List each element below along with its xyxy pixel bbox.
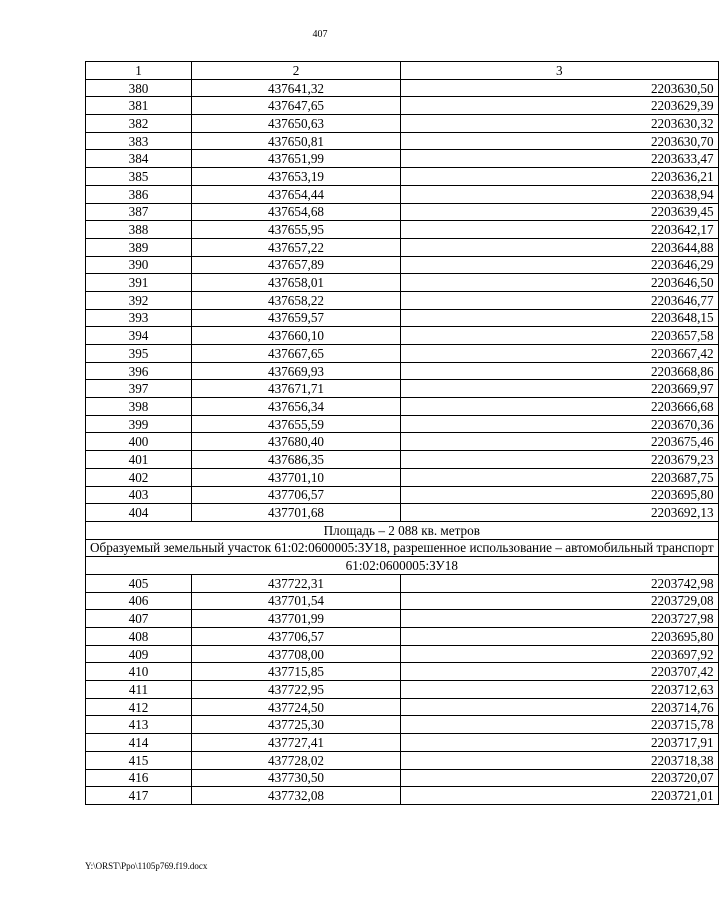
table-row: [86, 327, 719, 345]
point-number: 417: [86, 787, 192, 805]
table-row: [86, 628, 719, 646]
coord-x: 437647,65: [192, 97, 401, 115]
coord-y: 2203666,68: [401, 398, 719, 416]
coord-x: 437658,01: [192, 274, 401, 292]
coord-y: 2203675,46: [401, 433, 719, 451]
table-row: [86, 345, 719, 363]
point-number: 405: [86, 574, 192, 592]
coord-y: 2203714,76: [401, 698, 719, 716]
coord-y: 2203667,42: [401, 345, 719, 363]
coord-y: 2203642,17: [401, 221, 719, 239]
point-number: 407: [86, 610, 192, 628]
table-row: [86, 698, 719, 716]
coord-x: 437722,95: [192, 681, 401, 699]
table-row: [86, 132, 719, 150]
coord-x: 437660,10: [192, 327, 401, 345]
point-number: 412: [86, 698, 192, 716]
area-row: [86, 521, 719, 539]
coord-x: 437706,57: [192, 628, 401, 646]
coord-y: 2203717,91: [401, 734, 719, 752]
coord-x: 437655,95: [192, 221, 401, 239]
coord-y: 2203721,01: [401, 787, 719, 805]
coord-y: 2203633,47: [401, 150, 719, 168]
table-row: [86, 168, 719, 186]
point-number: 410: [86, 663, 192, 681]
point-number: 384: [86, 150, 192, 168]
point-number: 393: [86, 309, 192, 327]
coord-y: 2203646,50: [401, 274, 719, 292]
table-row: [86, 256, 719, 274]
coord-x: 437659,57: [192, 309, 401, 327]
table-row: [86, 221, 719, 239]
point-number: 400: [86, 433, 192, 451]
coord-y: 2203646,77: [401, 291, 719, 309]
plot-id: 61:02:0600005:ЗУ18: [86, 557, 719, 575]
area-line: Площадь – 2 088 кв. метров: [86, 521, 719, 539]
table-row: [86, 433, 719, 451]
coord-x: 437686,35: [192, 451, 401, 469]
table-row: [86, 291, 719, 309]
coord-y: 2203636,21: [401, 168, 719, 186]
table-row: [86, 415, 719, 433]
point-number: 380: [86, 79, 192, 97]
point-number: 383: [86, 132, 192, 150]
coord-y: 2203697,92: [401, 645, 719, 663]
coord-x: 437727,41: [192, 734, 401, 752]
coord-y: 2203638,94: [401, 185, 719, 203]
coord-y: 2203629,39: [401, 97, 719, 115]
table-row: [86, 486, 719, 504]
plot-description-row: [86, 539, 719, 557]
coord-y: 2203646,29: [401, 256, 719, 274]
point-number: 387: [86, 203, 192, 221]
coordinates-table: [85, 61, 719, 805]
table-row: [86, 681, 719, 699]
coord-x: 437671,71: [192, 380, 401, 398]
point-number: 416: [86, 769, 192, 787]
point-number: 398: [86, 398, 192, 416]
coord-y: 2203695,80: [401, 486, 719, 504]
coord-x: 437701,68: [192, 504, 401, 522]
point-number: 413: [86, 716, 192, 734]
point-number: 414: [86, 734, 192, 752]
table-row: [86, 451, 719, 469]
coord-y: 2203670,36: [401, 415, 719, 433]
point-number: 392: [86, 291, 192, 309]
table-row: [86, 610, 719, 628]
coord-y: 2203630,70: [401, 132, 719, 150]
coord-x: 437657,22: [192, 238, 401, 256]
point-number: 385: [86, 168, 192, 186]
coord-y: 2203648,15: [401, 309, 719, 327]
coord-x: 437651,99: [192, 150, 401, 168]
table-row: [86, 504, 719, 522]
table-row: [86, 380, 719, 398]
coord-x: 437708,00: [192, 645, 401, 663]
coord-y: 2203712,63: [401, 681, 719, 699]
coord-y: 2203692,13: [401, 504, 719, 522]
point-number: 399: [86, 415, 192, 433]
point-number: 386: [86, 185, 192, 203]
table-row: [86, 203, 719, 221]
table-row: [86, 362, 719, 380]
point-number: 411: [86, 681, 192, 699]
point-number: 401: [86, 451, 192, 469]
coord-y: 2203668,86: [401, 362, 719, 380]
point-number: 402: [86, 468, 192, 486]
coord-x: 437722,31: [192, 574, 401, 592]
coord-x: 437730,50: [192, 769, 401, 787]
table-row: [86, 79, 719, 97]
coord-x: 437725,30: [192, 716, 401, 734]
coord-x: 437667,65: [192, 345, 401, 363]
coord-x: 437669,93: [192, 362, 401, 380]
point-number: 406: [86, 592, 192, 610]
coord-y: 2203707,42: [401, 663, 719, 681]
point-number: 409: [86, 645, 192, 663]
coord-x: 437650,63: [192, 115, 401, 133]
column-header-number: 1: [86, 62, 192, 80]
column-header-x: 2: [192, 62, 401, 80]
plot-id-row: [86, 557, 719, 575]
table-row: [86, 787, 719, 805]
table-row: [86, 592, 719, 610]
table-row: [86, 574, 719, 592]
table-row: [86, 716, 719, 734]
page-number: 407: [312, 29, 328, 40]
point-number: 404: [86, 504, 192, 522]
coord-x: 437656,34: [192, 398, 401, 416]
coord-y: 2203639,45: [401, 203, 719, 221]
footer-file-path: Y:\ORST\Ppo\1105p769.f19.docx: [85, 861, 208, 871]
coord-y: 2203679,23: [401, 451, 719, 469]
point-number: 397: [86, 380, 192, 398]
table-row: [86, 150, 719, 168]
coord-y: 2203687,75: [401, 468, 719, 486]
table-row: [86, 734, 719, 752]
coord-y: 2203727,98: [401, 610, 719, 628]
coord-y: 2203720,07: [401, 769, 719, 787]
coord-y: 2203729,08: [401, 592, 719, 610]
point-number: 408: [86, 628, 192, 646]
coord-y: 2203718,38: [401, 751, 719, 769]
table-row: [86, 274, 719, 292]
coord-x: 437655,59: [192, 415, 401, 433]
table-row: [86, 663, 719, 681]
table-row: [86, 398, 719, 416]
table-row: [86, 468, 719, 486]
point-number: 389: [86, 238, 192, 256]
coord-x: 437715,85: [192, 663, 401, 681]
coord-x: 437724,50: [192, 698, 401, 716]
table-row: [86, 751, 719, 769]
coord-x: 437654,44: [192, 185, 401, 203]
coord-y: 2203630,32: [401, 115, 719, 133]
coord-y: 2203742,98: [401, 574, 719, 592]
table-header-row: [86, 62, 719, 80]
coord-x: 437680,40: [192, 433, 401, 451]
coord-x: 437658,22: [192, 291, 401, 309]
coord-x: 437641,32: [192, 79, 401, 97]
point-number: 391: [86, 274, 192, 292]
coord-x: 437653,19: [192, 168, 401, 186]
point-number: 403: [86, 486, 192, 504]
coord-y: 2203630,50: [401, 79, 719, 97]
point-number: 381: [86, 97, 192, 115]
table-row: [86, 97, 719, 115]
point-number: 415: [86, 751, 192, 769]
coord-x: 437657,89: [192, 256, 401, 274]
table-row: [86, 769, 719, 787]
coord-y: 2203657,58: [401, 327, 719, 345]
coord-y: 2203695,80: [401, 628, 719, 646]
point-number: 394: [86, 327, 192, 345]
coord-x: 437706,57: [192, 486, 401, 504]
coord-x: 437732,08: [192, 787, 401, 805]
coord-x: 437654,68: [192, 203, 401, 221]
point-number: 396: [86, 362, 192, 380]
table-row: [86, 238, 719, 256]
coordinates-table-body: [86, 62, 719, 805]
point-number: 395: [86, 345, 192, 363]
table-row: [86, 115, 719, 133]
coord-x: 437701,10: [192, 468, 401, 486]
coord-x: 437728,02: [192, 751, 401, 769]
coord-y: 2203644,88: [401, 238, 719, 256]
point-number: 388: [86, 221, 192, 239]
point-number: 382: [86, 115, 192, 133]
coord-y: 2203715,78: [401, 716, 719, 734]
table-row: [86, 645, 719, 663]
table-row: [86, 185, 719, 203]
point-number: 390: [86, 256, 192, 274]
coord-y: 2203669,97: [401, 380, 719, 398]
plot-description: Образуемый земельный участок 61:02:0600005:ЗУ18, разрешенное использование – автомобильный транспорт: [86, 539, 719, 557]
coord-x: 437701,54: [192, 592, 401, 610]
table-row: [86, 309, 719, 327]
coord-x: 437701,99: [192, 610, 401, 628]
coord-x: 437650,81: [192, 132, 401, 150]
column-header-y: 3: [401, 62, 719, 80]
